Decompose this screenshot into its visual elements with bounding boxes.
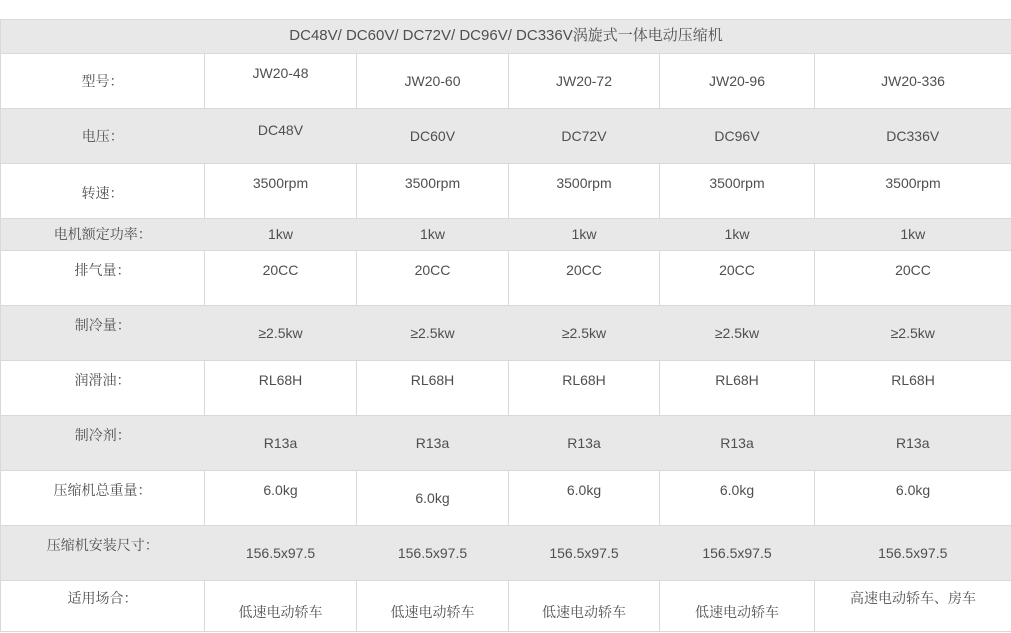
value-cell: ≥2.5kw	[660, 306, 815, 361]
value-cell: JW20-96	[660, 54, 815, 109]
value-cell: ≥2.5kw	[205, 306, 357, 361]
row-speed	[1, 164, 1011, 219]
value-cell: 1kw	[509, 219, 660, 251]
value-cell: 1kw	[815, 219, 1011, 251]
value-cell: 1kw	[660, 219, 815, 251]
value-cell: 3500rpm	[205, 164, 357, 219]
value-cell: 156.5x97.5	[357, 526, 509, 581]
value-cell: 156.5x97.5	[815, 526, 1011, 581]
row-label: 压缩机安装尺寸：	[1, 526, 205, 581]
value-cell: RL68H	[357, 361, 509, 416]
value-cell: 6.0kg	[205, 471, 357, 526]
value-cell: JW20-48	[205, 54, 357, 109]
row-label: 排气量：	[1, 251, 205, 306]
row-label: 压缩机总重量：	[1, 471, 205, 526]
row-application	[1, 581, 1011, 632]
value-cell: JW20-336	[815, 54, 1011, 109]
value-cell: DC48V	[205, 109, 357, 164]
row-mounting-size	[1, 526, 1011, 581]
value-cell: R13a	[357, 416, 509, 471]
value-cell: RL68H	[660, 361, 815, 416]
value-cell: 156.5x97.5	[205, 526, 357, 581]
row-label: 适用场合：	[1, 581, 205, 632]
value-cell: 3500rpm	[660, 164, 815, 219]
value-cell: 6.0kg	[357, 471, 509, 526]
row-refrigerant	[1, 416, 1011, 471]
value-cell: ≥2.5kw	[357, 306, 509, 361]
value-cell: 低速电动轿车	[660, 581, 815, 632]
value-cell: RL68H	[205, 361, 357, 416]
row-label: 转速：	[1, 164, 205, 219]
value-cell: 低速电动轿车	[205, 581, 357, 632]
value-cell: 6.0kg	[815, 471, 1011, 526]
value-cell: R13a	[815, 416, 1011, 471]
value-cell: 6.0kg	[509, 471, 660, 526]
value-cell: JW20-60	[357, 54, 509, 109]
value-cell: R13a	[509, 416, 660, 471]
value-cell: 20CC	[660, 251, 815, 306]
value-cell: R13a	[660, 416, 815, 471]
value-cell: DC96V	[660, 109, 815, 164]
row-cooling-capacity	[1, 306, 1011, 361]
value-cell: 3500rpm	[509, 164, 660, 219]
value-cell: R13a	[205, 416, 357, 471]
row-label: 制冷剂：	[1, 416, 205, 471]
value-cell: ≥2.5kw	[815, 306, 1011, 361]
table-header-row	[1, 20, 1011, 54]
row-weight	[1, 471, 1011, 526]
row-displacement	[1, 251, 1011, 306]
row-label: 电压：	[1, 109, 205, 164]
value-cell: 1kw	[357, 219, 509, 251]
value-cell: 6.0kg	[660, 471, 815, 526]
row-label: 润滑油：	[1, 361, 205, 416]
value-cell: 156.5x97.5	[509, 526, 660, 581]
row-model	[1, 54, 1011, 109]
value-cell: 20CC	[205, 251, 357, 306]
value-cell: 156.5x97.5	[660, 526, 815, 581]
value-cell: RL68H	[509, 361, 660, 416]
row-label: 型号：	[1, 54, 205, 109]
value-cell: 高速电动轿车、房车	[815, 581, 1011, 632]
row-lubricant	[1, 361, 1011, 416]
value-cell: ≥2.5kw	[509, 306, 660, 361]
row-label: 电机额定功率：	[1, 219, 205, 251]
value-cell: 1kw	[205, 219, 357, 251]
row-motor-power	[1, 219, 1011, 251]
value-cell: 3500rpm	[357, 164, 509, 219]
row-label: 制冷量：	[1, 306, 205, 361]
row-voltage	[1, 109, 1011, 164]
value-cell: DC72V	[509, 109, 660, 164]
value-cell: DC60V	[357, 109, 509, 164]
value-cell: 3500rpm	[815, 164, 1011, 219]
value-cell: 20CC	[509, 251, 660, 306]
value-cell: 20CC	[357, 251, 509, 306]
spec-table	[0, 19, 1011, 632]
value-cell: JW20-72	[509, 54, 660, 109]
value-cell: 20CC	[815, 251, 1011, 306]
value-cell: DC336V	[815, 109, 1011, 164]
value-cell: 低速电动轿车	[509, 581, 660, 632]
value-cell: RL68H	[815, 361, 1011, 416]
table-title: DC48V/ DC60V/ DC72V/ DC96V/ DC336V涡旋式一体电动压缩机	[1, 20, 1011, 54]
value-cell: 低速电动轿车	[357, 581, 509, 632]
